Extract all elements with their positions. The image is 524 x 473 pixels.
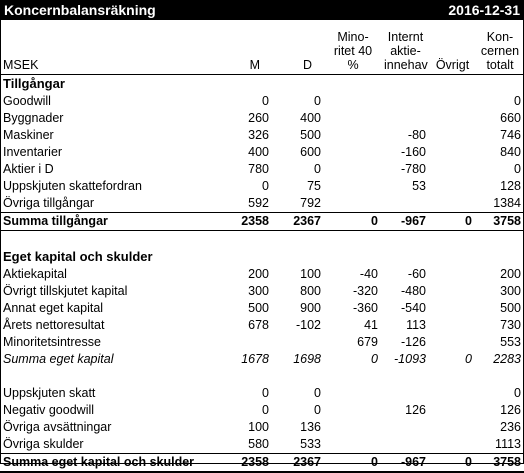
cell-d: 2367	[272, 213, 324, 231]
cell-minority: 41	[364, 318, 378, 332]
asset-row	[0, 161, 524, 178]
cell-other	[429, 436, 475, 454]
section-heading: Tillgångar	[3, 76, 65, 91]
liabilities-total-row	[0, 454, 524, 473]
row-label: Negativ goodwill	[3, 403, 95, 417]
cell-m: 592	[248, 196, 269, 210]
row-label: Uppskjuten skattefordran	[3, 179, 142, 193]
header-m: M	[201, 20, 272, 75]
cell-total: 1113	[495, 437, 521, 451]
cell-m: 780	[248, 162, 269, 176]
column-header-row	[0, 20, 524, 75]
cell-minority	[324, 436, 381, 454]
equity-row	[0, 334, 524, 351]
cell-d: 0	[314, 403, 321, 417]
cell-m: 0	[262, 179, 269, 193]
cell-minority: 0	[371, 352, 378, 366]
equity-heading-row	[0, 248, 524, 266]
row-label: Övrigt tillskjutet kapital	[3, 284, 128, 298]
header-other: Övrigt	[429, 20, 475, 75]
header-minority-line: ritet 40	[333, 44, 373, 58]
cell-other	[429, 195, 475, 213]
asset-row	[0, 195, 524, 213]
cell-internal: -126	[400, 335, 426, 349]
assets-total-row	[0, 213, 524, 231]
cell-other	[429, 178, 475, 195]
section-heading: Eget kapital och skulder	[3, 249, 153, 264]
equity-row	[0, 266, 524, 283]
cell-d: 100	[300, 267, 321, 281]
cell-internal	[381, 110, 429, 127]
cell-total: 128	[500, 179, 521, 193]
cell-m: 200	[248, 267, 269, 281]
cell-other	[429, 402, 475, 419]
cell-d: 792	[300, 196, 321, 210]
row-label: Summa tillgångar	[0, 213, 201, 231]
cell-internal: -540	[400, 301, 426, 315]
cell-total: 553	[500, 335, 521, 349]
cell-other: 0	[465, 352, 472, 366]
cell-minority	[324, 402, 381, 419]
cell-total: 840	[500, 145, 521, 159]
cell-internal: -80	[407, 128, 426, 142]
cell-total: 3758	[475, 213, 524, 231]
liability-row	[0, 385, 524, 402]
assets-heading-row	[0, 75, 524, 94]
cell-other: 0	[429, 213, 475, 231]
asset-row	[0, 93, 524, 110]
cell-m: 1678	[241, 352, 269, 366]
header-msek: MSEK	[0, 20, 201, 75]
cell-other	[429, 266, 475, 283]
cell-d: 0	[314, 386, 321, 400]
cell-total: 1384	[493, 196, 521, 210]
equity-subtotal-row	[0, 351, 524, 368]
cell-total: 300	[500, 284, 521, 298]
cell-internal	[381, 436, 429, 454]
cell-m: 0	[262, 386, 269, 400]
cell-minority	[324, 195, 381, 213]
cell-d: 600	[300, 145, 321, 159]
cell-minority: 679	[357, 335, 378, 349]
equity-row	[0, 300, 524, 317]
cell-m: 580	[248, 437, 269, 451]
cell-m: 300	[248, 284, 269, 298]
cell-other	[429, 334, 475, 351]
cell-internal: -780	[400, 162, 426, 176]
balance-table	[0, 20, 524, 473]
cell-total: 0	[514, 386, 521, 400]
cell-m: 0	[262, 403, 269, 417]
row-label: Övriga tillgångar	[3, 196, 95, 210]
cell-total: 236	[500, 420, 521, 434]
cell-minority: -320	[352, 284, 378, 298]
row-label: Inventarier	[3, 145, 63, 159]
cell-minority	[324, 385, 381, 402]
row-label: Byggnader	[3, 111, 64, 125]
header-internal-line: aktie-	[390, 44, 421, 58]
cell-minority: 0	[324, 213, 381, 231]
header-group-line: totalt	[486, 58, 514, 72]
spacer-cell	[0, 231, 524, 249]
cell-d: -102	[295, 318, 321, 332]
cell-m: 400	[248, 145, 269, 159]
cell-other	[429, 127, 475, 144]
cell-d: 533	[300, 437, 321, 451]
row-label: Summa eget kapital	[3, 352, 114, 366]
cell-d: 0	[314, 162, 321, 176]
cell-total: 0	[514, 162, 521, 176]
cell-other: 0	[429, 454, 475, 473]
cell-other	[429, 300, 475, 317]
liability-row	[0, 436, 524, 454]
cell-total: 3758	[475, 454, 524, 473]
cell-internal	[381, 93, 429, 110]
cell-internal: -1093	[394, 352, 426, 366]
cell-total: 746	[500, 128, 521, 142]
header-minority-line: Mino-	[337, 30, 369, 44]
cell-minority: 0	[324, 454, 381, 473]
row-label: Goodwill	[3, 94, 51, 108]
cell-internal: -160	[400, 145, 426, 159]
asset-row	[0, 178, 524, 195]
cell-internal: -480	[400, 284, 426, 298]
cell-minority	[324, 144, 381, 161]
row-label: Övriga skulder	[3, 437, 84, 451]
cell-m	[201, 334, 272, 351]
row-label: Aktiekapital	[3, 267, 67, 281]
cell-d: 500	[300, 128, 321, 142]
cell-d: 1698	[293, 352, 321, 366]
header-group	[475, 20, 524, 75]
row-label: Årets nettoresultat	[3, 318, 105, 332]
cell-m: 326	[248, 128, 269, 142]
cell-minority	[324, 93, 381, 110]
header-d: D	[272, 20, 324, 75]
cell-minority	[324, 127, 381, 144]
liability-row	[0, 402, 524, 419]
cell-total: 200	[500, 267, 521, 281]
header-group-line: Kon-	[486, 30, 514, 44]
cell-d: 900	[300, 301, 321, 315]
cell-m: 0	[262, 94, 269, 108]
row-label: Aktier i D	[3, 162, 54, 176]
cell-internal: -967	[381, 454, 429, 473]
cell-other	[429, 317, 475, 334]
cell-d	[272, 334, 324, 351]
cell-internal	[381, 195, 429, 213]
row-label: Annat eget kapital	[3, 301, 104, 315]
cell-internal: -60	[407, 267, 426, 281]
equity-row	[0, 317, 524, 334]
cell-internal: 126	[405, 403, 426, 417]
cell-m: 500	[248, 301, 269, 315]
row-label: Minoritetsintresse	[3, 335, 101, 349]
asset-row	[0, 144, 524, 161]
row-label: Uppskjuten skatt	[3, 386, 96, 400]
cell-minority: -40	[359, 267, 378, 281]
spacer-row	[0, 231, 524, 249]
cell-d: 2367	[272, 454, 324, 473]
cell-other	[429, 144, 475, 161]
cell-total: 126	[500, 403, 521, 417]
liability-row	[0, 419, 524, 436]
cell-minority	[324, 110, 381, 127]
row-label: Summa eget kapital och skulder	[0, 454, 201, 473]
cell-m: 2358	[201, 454, 272, 473]
header-internal-line: Internt	[387, 30, 424, 44]
cell-internal: 113	[406, 318, 426, 332]
asset-row	[0, 127, 524, 144]
cell-total: 2283	[493, 352, 521, 366]
cell-d: 136	[300, 420, 321, 434]
cell-minority: -360	[352, 301, 378, 315]
cell-total: 0	[514, 94, 521, 108]
cell-minority	[324, 178, 381, 195]
cell-internal	[381, 385, 429, 402]
title-bar	[0, 0, 524, 20]
cell-d: 75	[307, 179, 321, 193]
cell-internal: 53	[412, 179, 426, 193]
cell-minority	[324, 419, 381, 436]
header-minority-line: %	[347, 58, 359, 72]
cell-d: 400	[300, 111, 321, 125]
row-label: Övriga avsättningar	[3, 420, 112, 434]
row-label: Maskiner	[3, 128, 54, 142]
header-internal	[381, 20, 429, 75]
sheet-title: Koncernbalansräkning	[4, 2, 156, 18]
cell-total: 730	[500, 318, 521, 332]
header-internal-line: innehav	[384, 58, 428, 72]
cell-other	[429, 110, 475, 127]
cell-d: 0	[314, 94, 321, 108]
cell-other	[429, 283, 475, 300]
cell-m: 100	[248, 420, 269, 434]
cell-total: 660	[500, 111, 521, 125]
asset-row	[0, 110, 524, 127]
cell-m: 678	[248, 318, 269, 332]
cell-other	[429, 161, 475, 178]
cell-m: 2358	[201, 213, 272, 231]
cell-total: 500	[500, 301, 521, 315]
cell-minority	[324, 161, 381, 178]
cell-other	[429, 93, 475, 110]
sheet-date: 2016-12-31	[448, 2, 520, 18]
cell-other	[429, 419, 475, 436]
spacer-row	[0, 368, 524, 385]
cell-d: 800	[300, 284, 321, 298]
cell-internal	[381, 419, 429, 436]
cell-m: 260	[248, 111, 269, 125]
equity-row	[0, 283, 524, 300]
cell-other	[429, 385, 475, 402]
header-minority	[324, 20, 381, 75]
header-group-line: cernen	[480, 44, 520, 58]
spacer-cell	[0, 368, 524, 385]
cell-internal: -967	[381, 213, 429, 231]
